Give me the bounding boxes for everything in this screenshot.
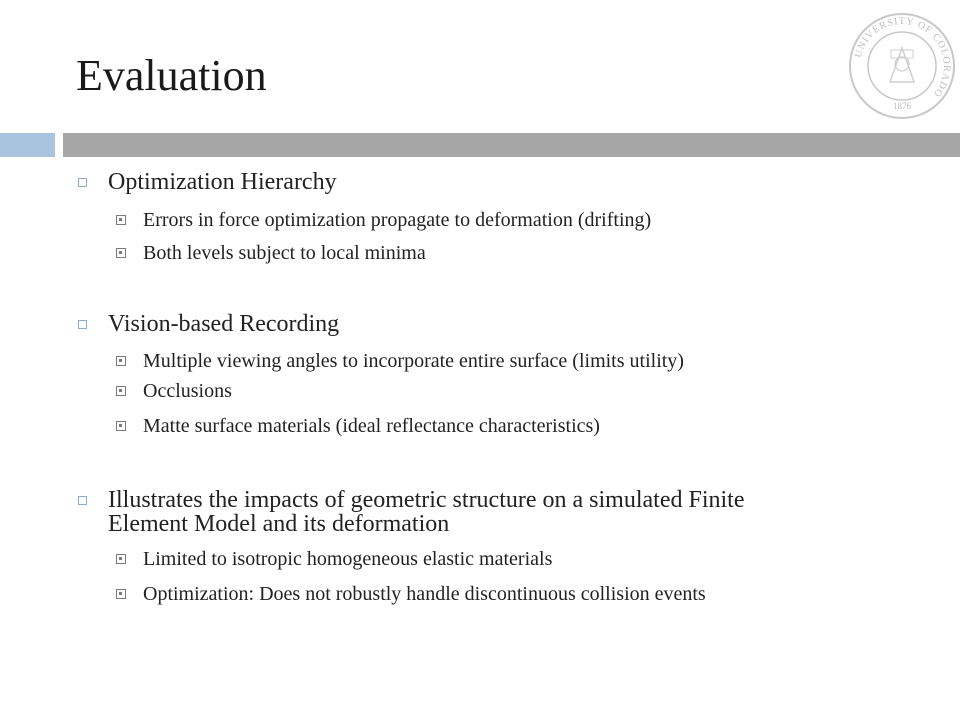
bullet-text-continuation: Element Model and its deformation [108,511,450,537]
svg-text:UNIVERSITY OF COLORADO: UNIVERSITY OF COLORADO [852,15,953,100]
filled-square-bullet-icon [116,421,126,431]
sub-bullet-text: Occlusions [143,380,232,402]
bullet-item [76,170,337,194]
sub-bullet-item [76,241,426,265]
sub-bullet-text: Errors in force optimization propagate to deformation (drifting) [143,209,652,231]
sub-bullet-item [76,208,651,232]
university-seal-logo [848,12,956,120]
header-accent-bar [0,133,55,157]
bullet-text: Illustrates the impacts of geometric structure on a simulated Finite [108,487,745,513]
filled-square-bullet-icon [116,386,126,396]
slide-title: Evaluation [76,51,267,100]
bullet-text: Vision-based Recording [108,311,340,337]
filled-square-bullet-icon [116,356,126,366]
sub-bullet-item [76,349,684,373]
sub-bullet-item [76,414,600,438]
svg-text:1876: 1876 [893,101,911,111]
bullet-item [76,488,745,512]
sub-bullet-text: Limited to isotropic homogeneous elastic materials [143,548,553,570]
sub-bullet-text: Optimization: Does not robustly handle discontinuous collision events [143,583,706,605]
sub-bullet-item [76,379,232,403]
header-divider-bar [63,133,960,157]
filled-square-bullet-icon [116,215,126,225]
square-bullet-icon [78,178,87,187]
bullet-item [76,312,339,336]
filled-square-bullet-icon [116,554,126,564]
sub-bullet-text: Both levels subject to local minima [143,242,426,264]
sub-bullet-item [76,547,552,571]
sub-bullet-text: Matte surface materials (ideal reflectance characteristics) [143,415,600,437]
filled-square-bullet-icon [116,589,126,599]
square-bullet-icon [78,496,87,505]
square-bullet-icon [78,320,87,329]
filled-square-bullet-icon [116,248,126,258]
sub-bullet-text: Multiple viewing angles to incorporate entire surface (limits utility) [143,350,684,372]
bullet-text: Optimization Hierarchy [108,169,337,195]
bullet-item-continuation [76,512,449,536]
sub-bullet-item [76,582,706,606]
